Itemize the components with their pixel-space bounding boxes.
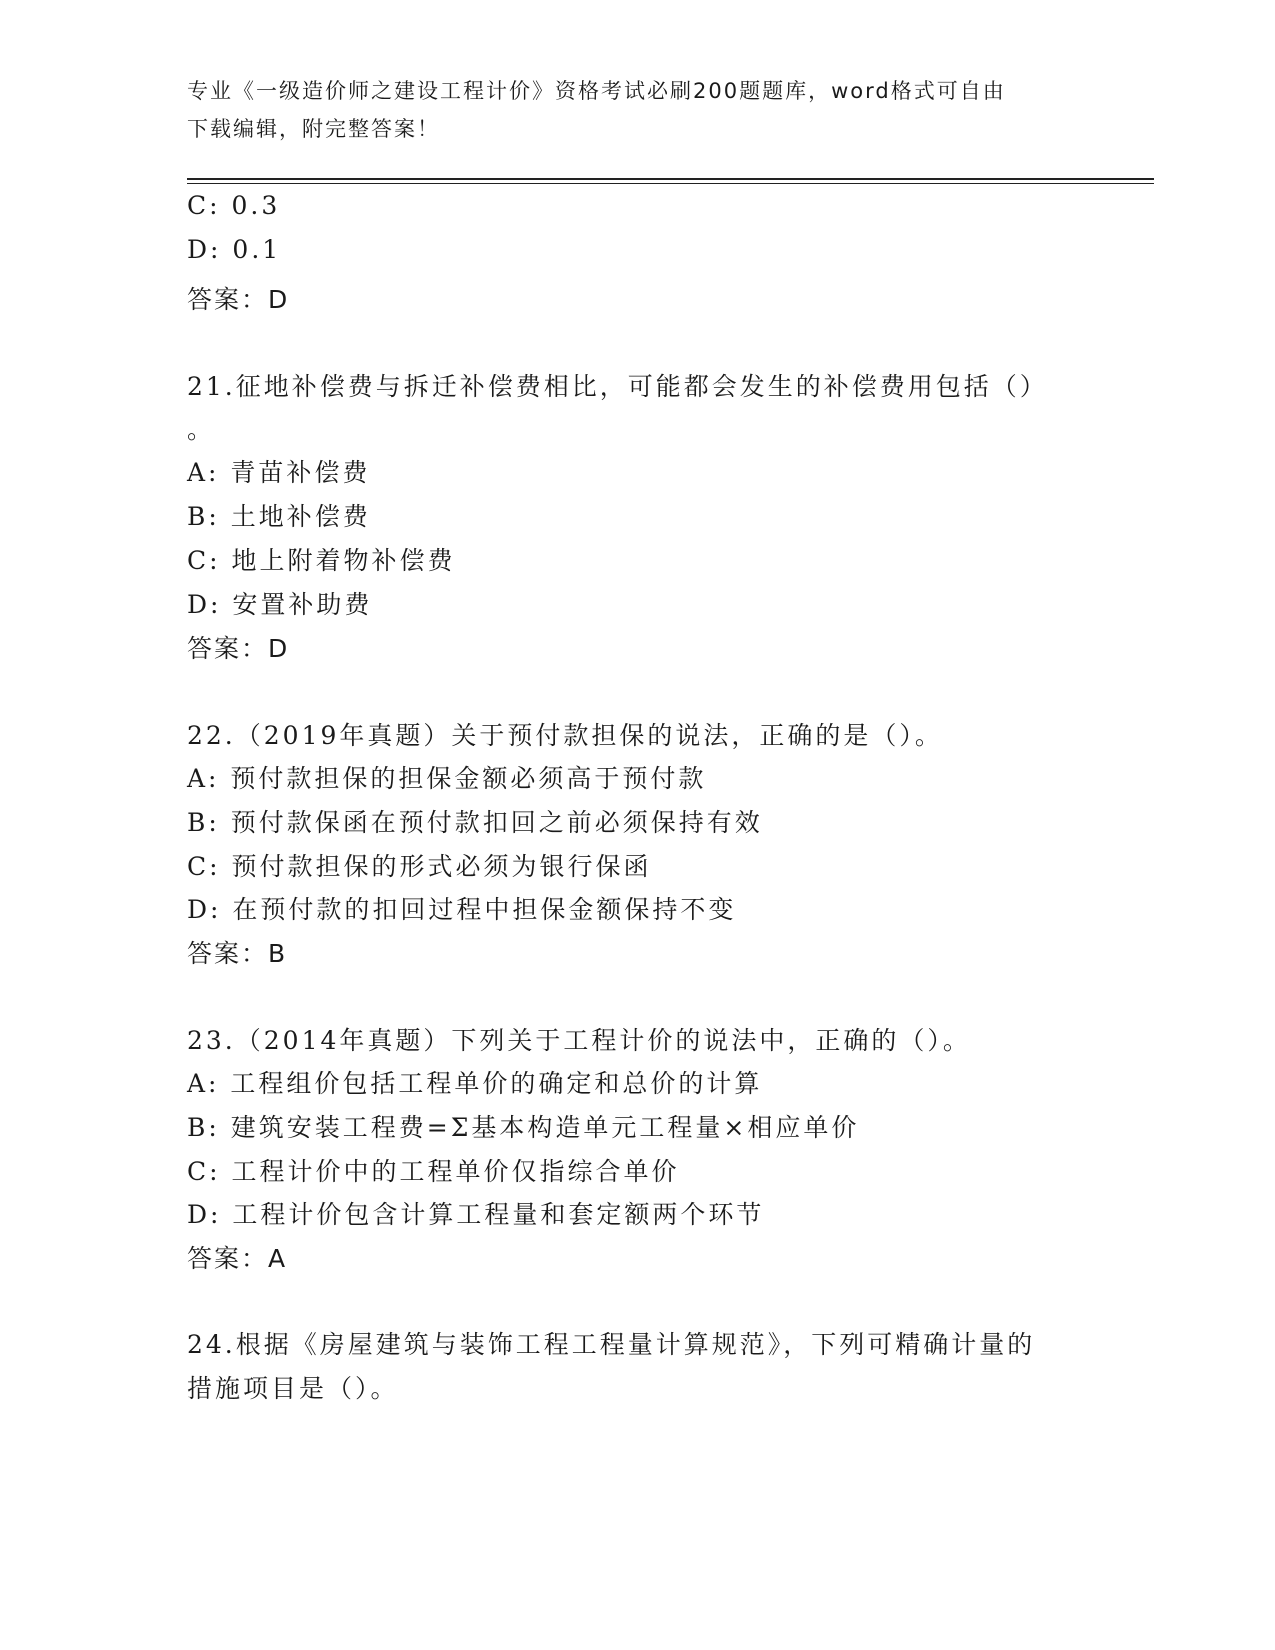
q23-option-a: A: 工程组价包括工程单价的确定和总价的计算 [187, 1069, 763, 1098]
q21-option-c: C: 地上附着物补偿费 [187, 546, 456, 575]
q22-answer: 答案：B [187, 939, 288, 968]
q23-option-d: D: 工程计价包含计算工程量和套定额两个环节 [187, 1200, 765, 1229]
header-rule-thick [187, 178, 1154, 180]
q23-answer: 答案：A [187, 1244, 288, 1273]
q21-option-a: A: 青苗补偿费 [187, 458, 371, 487]
q21-option-d: D: 安置补助费 [187, 590, 373, 619]
q22-option-b: B: 预付款保函在预付款扣回之前必须保持有效 [187, 808, 763, 837]
q21-option-b: B: 土地补偿费 [187, 502, 371, 531]
header-line-1: 专业《一级造价师之建设工程计价》资格考试必刷200题题库，word格式可自由 [187, 79, 1006, 103]
q22-option-c: C: 预付款担保的形式必须为银行保函 [187, 852, 652, 881]
prev-option-c: C: 0.3 [187, 191, 281, 220]
q21-stem-line-1: 21.征地补偿费与拆迁补偿费相比，可能都会发生的补偿费用包括（） [187, 372, 1048, 401]
prev-option-d: D: 0.1 [187, 235, 282, 264]
q24-stem-line-2: 措施项目是（）。 [187, 1374, 399, 1403]
q21-answer: 答案：D [187, 634, 290, 663]
document-header [187, 72, 1087, 148]
q22-stem-line-1: 22.（2019年真题）关于预付款担保的说法，正确的是（）。 [187, 721, 943, 750]
q23-stem-line-1: 23.（2014年真题）下列关于工程计价的说法中，正确的（）。 [187, 1026, 971, 1055]
q22-option-a: A: 预付款担保的担保金额必须高于预付款 [187, 764, 707, 793]
header-line-2: 下载编辑，附完整答案！ [187, 117, 440, 141]
q22-option-d: D: 在预付款的扣回过程中担保金额保持不变 [187, 895, 737, 924]
header-rule-thin [187, 183, 1154, 184]
q23-option-c: C: 工程计价中的工程单价仅指综合单价 [187, 1157, 680, 1186]
q24-stem-line-1: 24.根据《房屋建筑与装饰工程工程量计算规范》，下列可精确计量的 [187, 1330, 1036, 1359]
q21-stem-line-2: 。 [187, 415, 216, 444]
prev-answer: 答案：D [187, 285, 290, 314]
q23-option-b: B: 建筑安装工程费=Σ基本构造单元工程量×相应单价 [187, 1113, 860, 1142]
